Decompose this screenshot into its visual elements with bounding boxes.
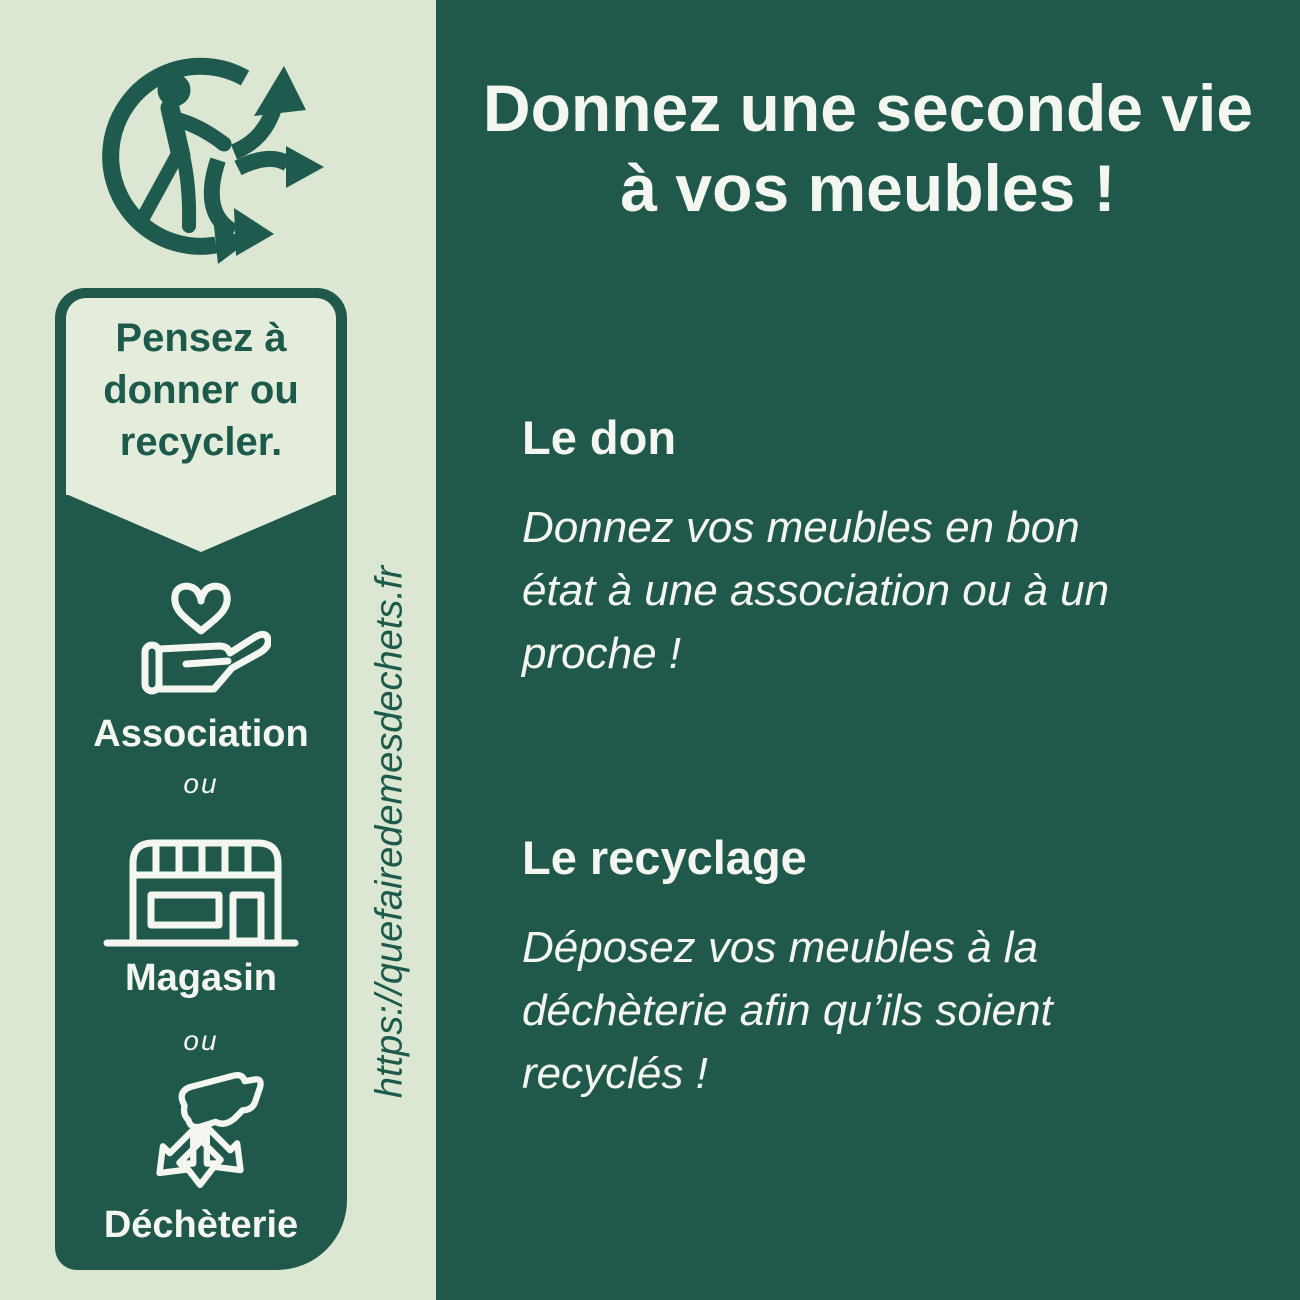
banner-item-label-magasin: Magasin xyxy=(124,957,278,999)
left-column xyxy=(0,0,436,1300)
banner-headline-line: recycler. xyxy=(119,420,283,464)
banner-item-label-association: Association xyxy=(93,713,309,755)
storefront-icon xyxy=(101,833,301,953)
section-don-body xyxy=(522,496,1262,685)
section-recyclage-heading: Le recyclage xyxy=(522,831,807,884)
section-recyclage-body-line: Déposez vos meubles à la xyxy=(522,923,1039,972)
banner-headline-line: donner ou xyxy=(103,368,299,412)
page-title-line: Donnez une seconde vie xyxy=(482,71,1254,145)
banner-separator-ou: ou xyxy=(183,1025,219,1056)
banner-separator-ou: ou xyxy=(183,768,219,799)
right-panel xyxy=(436,0,1300,1300)
page-title-line: à vos meubles ! xyxy=(620,151,1116,225)
banner-headline xyxy=(55,312,347,468)
website-url-link[interactable]: https://quefairedemesdechets.fr xyxy=(368,565,411,1099)
section-don-body-line: Donnez vos meubles en bon xyxy=(522,503,1080,552)
page-title xyxy=(436,68,1300,228)
section-recyclage-body-line: recyclés ! xyxy=(522,1049,708,1098)
section-don-body-line: état à une association ou à un xyxy=(522,566,1110,615)
heart-in-hand-icon xyxy=(131,569,271,699)
section-don-heading: Le don xyxy=(522,411,677,464)
section-don-body-line: proche ! xyxy=(522,629,681,678)
banner-headline-line: Pensez à xyxy=(115,316,287,360)
hand-sorting-arrows-icon xyxy=(138,1068,264,1200)
banner-chevron xyxy=(66,494,336,552)
triman-recycling-icon xyxy=(88,36,340,268)
section-recyclage-body-line: déchèterie afin qu’ils soient xyxy=(522,986,1053,1035)
banner-item-label-decheterie: Déchèterie xyxy=(103,1204,299,1246)
think-donate-banner xyxy=(55,288,347,1270)
section-recyclage-body xyxy=(522,916,1262,1105)
